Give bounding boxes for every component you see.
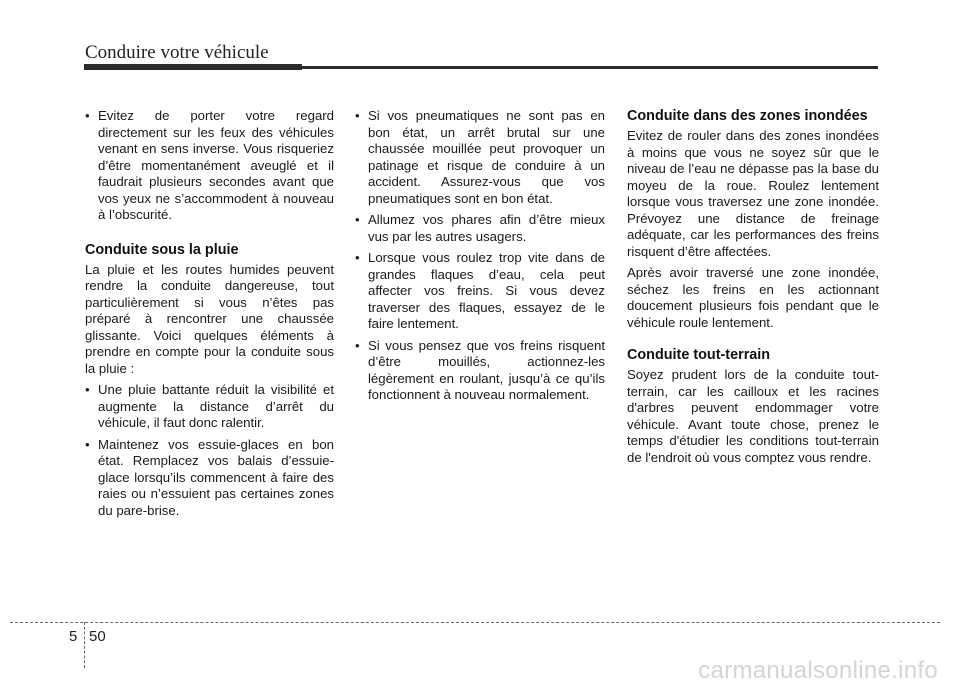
page-section-number: 5 bbox=[69, 628, 78, 645]
column-right bbox=[627, 108, 879, 471]
header-rule bbox=[84, 66, 878, 69]
column-left bbox=[85, 108, 334, 524]
watermark: carmanualsonline.info bbox=[698, 657, 938, 684]
list-item: • Evitez de porter votre regard directement sur les feux des véhicules venant en sens inverse. Vous risqueriez d’être momentanément aveuglé et il faudrait plusieurs secondes avant que vos yeux ne s’accommodent à nouveau à l’obscurité. bbox=[85, 108, 334, 224]
rain-bullet-list bbox=[85, 382, 334, 519]
section-heading-flood: Conduite dans des zones inondées bbox=[627, 108, 868, 124]
footer-page-divider bbox=[84, 622, 85, 668]
list-item: • Une pluie battante réduit la visibilité et augmente la distance d’arrêt du véhicule, il faut donc ralentir. bbox=[85, 382, 334, 432]
flood-paragraph: Après avoir traversé une zone inondée, séchez les freins en les actionnant doucement plusieurs fois pendant que le véhicule roule lentement. bbox=[627, 265, 879, 330]
rain-paragraph: La pluie et les routes humides peuvent rendre la conduite dangereuse, tout particulièrement si vous n’êtes pas préparé à rencontrer une chaussée glissante. Voici quelques éléments à prendre en compte pour la conduite sous la pluie : bbox=[85, 261, 334, 376]
list-item: • Lorsque vous roulez trop vite dans de grandes flaques d’eau, cela peut affecter vos freins. Si vous devez traverser des flaques, essayez de le faire lentement. bbox=[355, 250, 605, 333]
section-heading-rain: Conduite sous la pluie bbox=[85, 241, 239, 258]
list-item: • Maintenez vos essuie-glaces en bon état. Remplacez vos balais d’essuie-glace lorsqu’ils commencent à faire des raies ou n’essuient pas certaines zones du pare-brise. bbox=[85, 437, 334, 520]
column-middle bbox=[355, 108, 605, 409]
flood-paragraph: Evitez de rouler dans des zones inondées à moins que vous ne soyez sûr que le niveau de l’eau ne dépasse pas la base du moyeu de la roue. Roulez lentement lorsque vous traversez une zone inondée. Prévoyez une distance de freinage adéquate, car les performances des freins risquent d’être affectées. bbox=[627, 128, 879, 259]
intro-bullet-list bbox=[85, 108, 334, 224]
wet-road-bullet-list bbox=[355, 108, 605, 404]
page-number: 50 bbox=[89, 628, 106, 645]
list-item: • Si vous pensez que vos freins risquent d’être mouillés, actionnez-les légèrement en roulant, jusqu’à ce qu’ils fonctionnent à nouveau normalement. bbox=[355, 338, 605, 404]
footer-divider bbox=[10, 622, 940, 623]
page-header-title: Conduire votre véhicule bbox=[85, 42, 269, 63]
list-item: • Si vos pneumatiques ne sont pas en bon état, un arrêt brutal sur une chaussée mouillée peut provoquer un patinage et risque de conduire à un accident. Assurez-vous que vos pneumatiques sont en bon état. bbox=[355, 108, 605, 207]
section-heading-offroad: Conduite tout-terrain bbox=[627, 347, 771, 363]
list-item: • Allumez vos phares afin d’être mieux vus par les autres usagers. bbox=[355, 212, 605, 245]
offroad-paragraph: Soyez prudent lors de la conduite tout-terrain, car les cailloux et les racines d'arbres peuvent endommager votre véhicule. Avant toute chose, prenez le temps d'étudier les conditions tout-terrain de l'endroit où vous comptez vous rendre. bbox=[627, 367, 879, 465]
